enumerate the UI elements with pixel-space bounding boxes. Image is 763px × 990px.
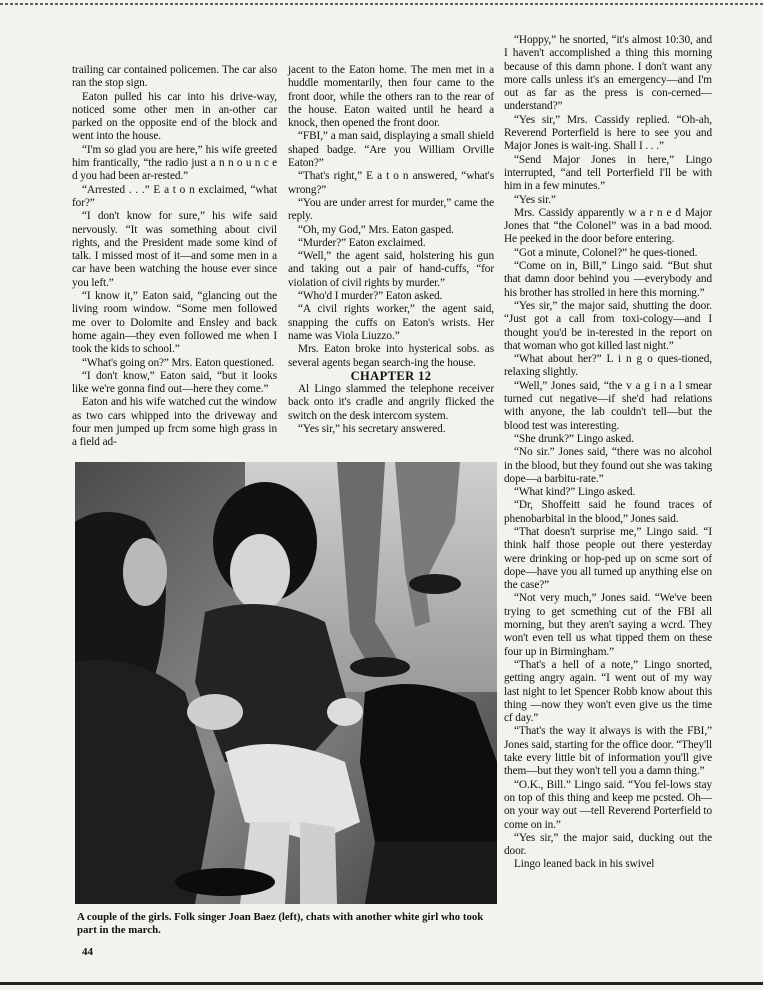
- column-3-paragraph: “Dr, Shoffeitt said he found traces of phenobarbital in the blood,” Jones said.: [504, 499, 712, 525]
- column-2-paragraph: “You are under arrest for murder,” came the reply.: [288, 196, 494, 223]
- column-1-paragraph: “I'm so glad you are here,” his wife greeted him frantically, “the radio just a n n o u n c e d you had been ar-rested.”: [72, 143, 277, 183]
- column-3-paragraph: “Well,” Jones said, “the v a g i n a l smear turned cut negative—if she'd had relations with anyone, the lab couldn't tell—but the blood test was interesting.: [504, 379, 712, 432]
- column-1-paragraph: trailing car contained policemen. The car also ran the stop sign.: [72, 64, 277, 90]
- column-3-paragraph: “Yes sir.”: [514, 193, 556, 206]
- photo-illustration: [75, 462, 497, 904]
- page-number: 44: [82, 946, 93, 958]
- photo-caption: A couple of the girls. Folk singer Joan Baez (left), chats with another white girl who took part in the march.: [77, 911, 484, 936]
- column-3-paragraph: “Yes sir,” the major said, shutting the door. “Just got a call from toxi-cology—and I thought you'd be in-terested in the report on that woman who got killed last night.”: [504, 299, 712, 352]
- column-1-paragraph: Eaton pulled his car into his drive-way, noticed some other men in an-other car parked on the opposite end of the block and went into the house.: [72, 90, 277, 143]
- column-3-paragraph: “No sir.” Jones said, “there was no alcohol in the blood, but they found out she was taking dope—a barbitu-rate.”: [504, 446, 712, 485]
- column-3-paragraph: “What about her?” L i n g o ques-tioned, relaxing slightly.: [504, 353, 712, 379]
- column-1-paragraph: “I know it,” Eaton said, “glancing out the living room window. “Some men followed me over to Dolomite and Ensley and back home again—they even followed me when I took the kids to school.”: [72, 290, 277, 356]
- column-1-paragraph: “I don't know,” Eaton said, “but it looks like we're gonna find out—here they come.”: [72, 369, 277, 396]
- column-3-paragraph: “She drunk?” Lingo asked.: [514, 432, 634, 445]
- column-2-paragraph: jacent to the Eaton home. The men met in a huddle momentarily, then four came to the front door, while the others ran to the rear of the house. Eaton waited until he heard a knock, then opened the front door.: [288, 64, 494, 130]
- column-3-paragraph: Lingo leaned back in his swivel: [514, 858, 655, 871]
- column-3-paragraph: “O.K., Bill.” Lingo said. “You fel-lows stay on top of this thing and keep me pcsted. Oh—on your way out —tell Reverend Porterfield to come on in.”: [504, 778, 712, 831]
- column-3-paragraph: “That's the way it always is with the FBI,” Jones said, starting for the office door. “They'll take every little bit of information you'll give them—but they won't tell you a damn thing.”: [504, 725, 712, 778]
- top-rule: [0, 3, 763, 5]
- column-1-paragraph: “Arrested . . .” E a t o n exclaimed, “what for?”: [72, 183, 277, 209]
- chapter-heading: CHAPTER 12: [350, 368, 432, 383]
- column-2-paragraph: “A civil rights worker,” the agent said, snapping the cuffs on Eaton's wrists. Her name was Viola Liuzzo.”: [288, 303, 494, 342]
- column-1-paragraph: “I don't know for sure,” his wife said nervously. “It was something about civil rights, and the President made some kind of talk. I missed most of it—and some men in a car have been watching the house ever since you left.”: [72, 210, 277, 289]
- column-2-paragraph: “Who'd I murder?” Eaton asked.: [298, 290, 443, 303]
- text-column-2-bottom: [288, 383, 494, 436]
- column-3-paragraph: “Not very much,” Jones said. “We've been trying to get scmething cut of the FBI all morning, but they aren't saying a wcrd. They won't even tell us what tipped them on these four up in Birmingham.”: [504, 592, 712, 658]
- column-2-paragraph: Mrs. Eaton broke into hysterical sobs. as several agents began search-ing the house.: [288, 343, 494, 369]
- column-2-paragraph: “Well,” the agent said, holstering his gun and taking out a pair of hand-cuffs, “for violation of civil rights by murder.”: [288, 250, 494, 289]
- column-3-paragraph: “Come on in, Bill,” Lingo said. “But shut that damn door behind you —everybody and his brother has strolled in here this morning.”: [504, 260, 712, 299]
- column-3-paragraph: “That doesn't surprise me,” Lingo said. “I think half those people out there yesterday were drinking or hop-ped up on scme sort of dope—have you all turned up anything else on the case?”: [504, 525, 712, 592]
- column-2-paragraph: “Oh, my God,” Mrs. Eaton gasped.: [298, 223, 454, 236]
- text-column-2-top: [288, 64, 494, 370]
- text-column-1: [72, 64, 277, 450]
- column-1-paragraph: “What's going on?” Mrs. Eaton questioned.: [82, 356, 275, 369]
- column-3-paragraph: Mrs. Cassidy apparently w a r n e d Major Jones that “the Colonel” was in a bad mood. He peeked in the door before entering.: [504, 206, 712, 246]
- column-2-paragraph: Al Lingo slammed the telephone receiver back onto it's cradle and angrily flicked the switch on the desk intercom system.: [288, 383, 494, 422]
- column-3-paragraph: “What kind?” Lingo asked.: [514, 486, 636, 499]
- column-3-paragraph: “Send Major Jones in here,” Lingo interrupted, “and tell Porterfield I'll be with him in a few minutes.”: [504, 153, 712, 193]
- column-3-paragraph: “Hoppy,” he snorted, “it's almost 10:30, and I haven't accomplished a thing this morning because of this damn phone. I don't want any more calls unless it's an emergency—and I'm out as far as the press is con-cerned—understand?”: [504, 34, 712, 113]
- column-3-paragraph: “Yes sir,” Mrs. Cassidy replied. “Oh-ah, Reverend Porterfield is here to see you and Major Jones is wait-ing. Shall I . . .”: [504, 113, 712, 153]
- column-2-paragraph: “FBI,” a man said, displaying a small shield shaped badge. “Are you William Orville Eaton?”: [288, 130, 494, 170]
- column-2-paragraph: “Yes sir,” his secretary answered.: [298, 423, 446, 436]
- bottom-rule: [0, 982, 763, 985]
- column-2-paragraph: “Murder?” Eaton exclaimed.: [298, 236, 426, 249]
- text-column-2: [288, 64, 494, 436]
- column-3-paragraph: “Yes sir,” the major said, ducking out the door.: [504, 831, 712, 858]
- column-3-paragraph: “That's a hell of a note,” Lingo snorted, getting angry again. “I went out of my way last night to let Spencer Robb know about this thing —now they won't even give us the time cf day.”: [504, 658, 712, 725]
- column-2-paragraph: “That's right,” E a t o n answered, “what's wrong?”: [288, 170, 494, 196]
- column-1-paragraph: Eaton and his wife watched cut the window as two cars whipped into the driveway and four men jumped up frcm some high grass in a field ad-: [72, 396, 277, 449]
- column-3-paragraph: “Got a minute, Colonel?” he ques-tioned.: [514, 246, 698, 259]
- photo-two-girls-seated: [75, 462, 497, 904]
- text-column-3: [504, 34, 712, 872]
